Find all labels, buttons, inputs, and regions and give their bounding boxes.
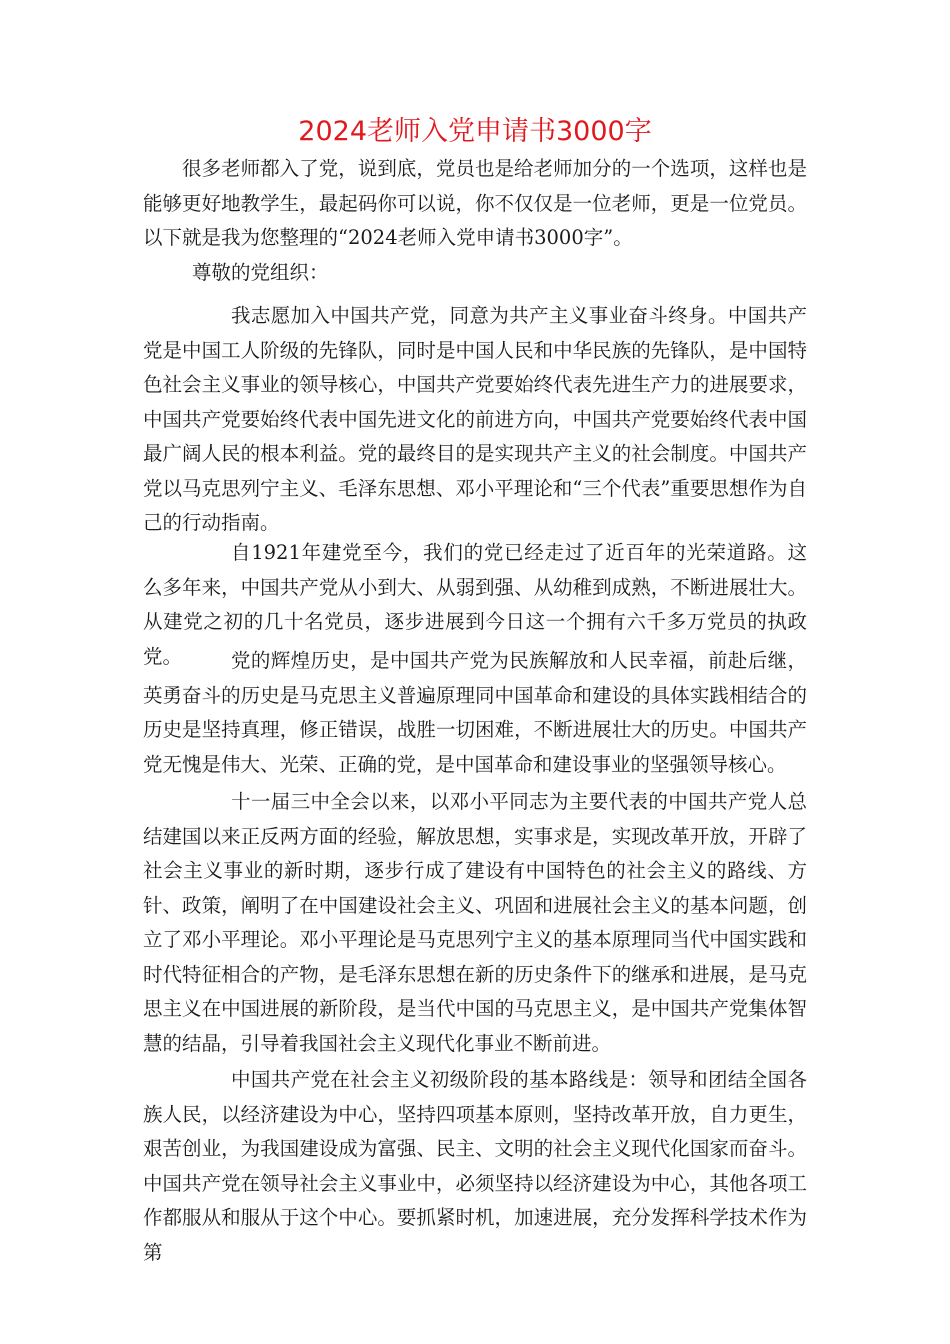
- intro-paragraph: 很多老师都入了党，说到底，党员也是给老师加分的一个选项，这样也是能够更好地教学生，最起码你可以说，你不仅仅是一位老师，更是一位党员。以下就是我为您整理的“2024老师入党申请书3000字”。: [143, 157, 807, 249]
- body-paragraph: 自1921年建党至今，我们的党已经走过了近百年的光荣道路。这么多年来，中国共产党从小到大、从弱到强、从幼稚到成熟，不断进展壮大。从建党之初的几十名党员，逐步进展到今日这一个拥有六千多万党员的执政党。: [143, 541, 807, 668]
- body-paragraph: 党的辉煌历史，是中国共产党为民族解放和人民幸福，前赴后继，英勇奋斗的历史是马克思主义普遍原理同中国革命和建设的具体实践相结合的历史是坚持真理，修正错误，战胜一切困难，不断进展壮大的历史。中国共产党无愧是伟大、光荣、正确的党，是中国革命和建设事业的坚强领导核心。: [143, 649, 807, 776]
- body-paragraph: 我志愿加入中国共产党，同意为共产主义事业奋斗终身。中国共产党是中国工人阶级的先锋队，同时是中国人民和中华民族的先锋队，是中国特色社会主义事业的领导核心，中国共产党要始终代表先进生产力的进展要求，中国共产党要始终代表中国先进文化的前进方向，中国共产党要始终代表中国最广阔人民的根本利益。党的最终目的是实现共产主义的社会制度。中国共产党以马克思列宁主义、毛泽东思想、邓小平理论和“三个代表”重要思想作为自己的行动指南。: [143, 304, 807, 534]
- salutation: 尊敬的党组织：: [192, 261, 329, 284]
- document-title: 2024老师入党申请书3000字: [298, 116, 652, 147]
- body-paragraph: 十一届三中全会以来，以邓小平同志为主要代表的中国共产党人总结建国以来正反两方面的经验，解放思想，实事求是，实现改革开放，开辟了社会主义事业的新时期，逐步行成了建设有中国特色的社会主义的路线、方针、政策，阐明了在中国建设社会主义、巩固和进展社会主义的基本问题，创立了邓小平理论。邓小平理论是马克思列宁主义的基本原理同当代中国实践和时代特征相合的产物，是毛泽东思想在新的历史条件下的继承和进展，是马克思主义在中国进展的新阶段，是当代中国的马克思主义，是中国共产党集体智慧的结晶，引导着我国社会主义现代化事业不断前进。: [143, 790, 807, 1055]
- body-paragraph: 中国共产党在社会主义初级阶段的基本路线是：领导和团结全国各族人民，以经济建设为中心，坚持四项基本原则，坚持改革开放，自力更生，艰苦创业，为我国建设成为富强、民主、文明的社会主义现代化国家而奋斗。中国共产党在领导社会主义事业中，必须坚持以经济建设为中心，其他各项工作都服从和服从于这个中心。要抓紧时机，加速进展，充分发挥科学技术作为第: [143, 1068, 807, 1264]
